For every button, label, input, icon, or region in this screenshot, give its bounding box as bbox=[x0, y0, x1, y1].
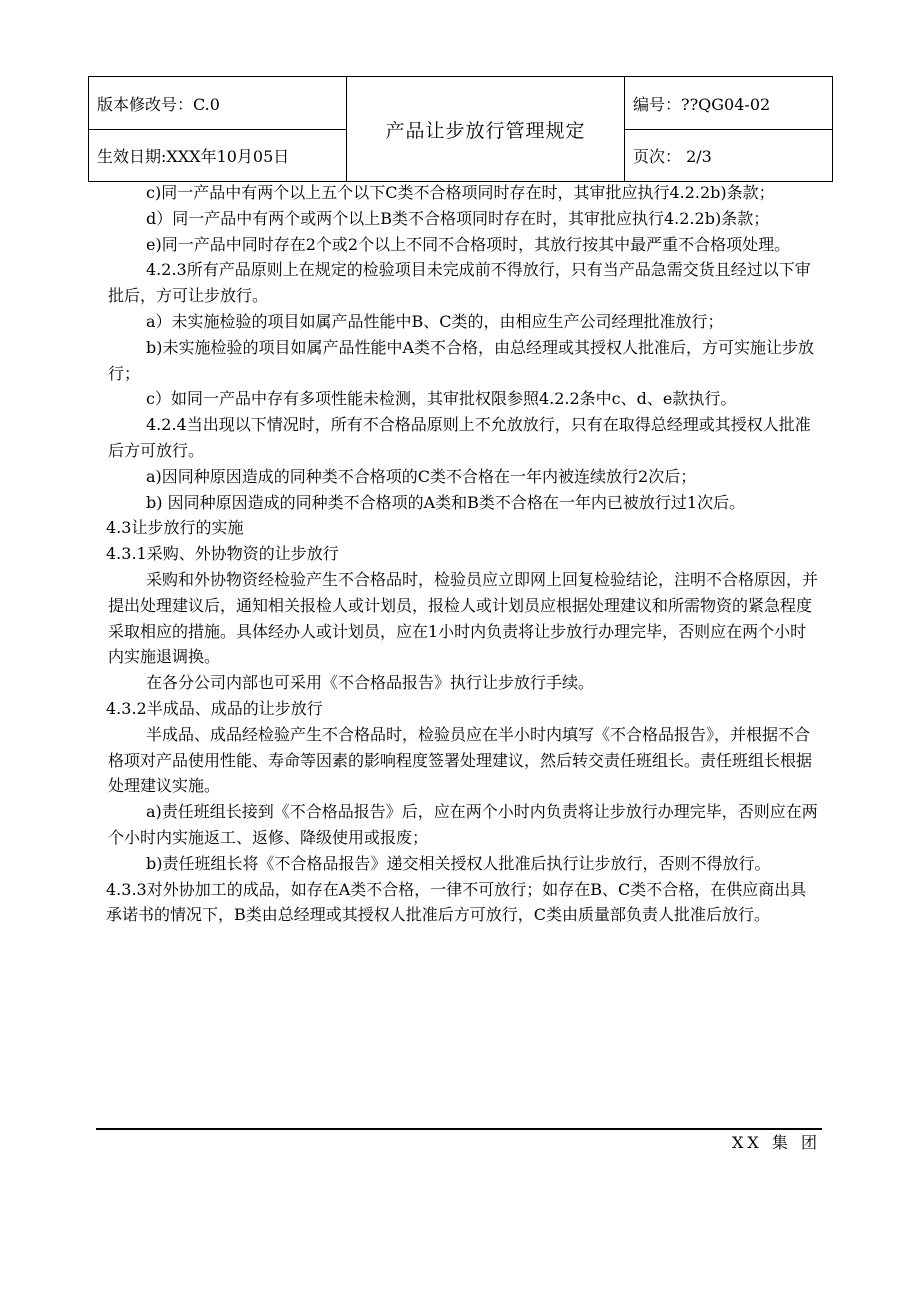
document-title: 产品让步放行管理规定 bbox=[347, 77, 625, 182]
subsection-heading: 4.3.2半成品、成品的让步放行 bbox=[106, 698, 323, 718]
page-number-cell: 页次： 2/3 bbox=[625, 130, 833, 182]
paragraph: 4.3.3对外协加工的成品，如存在A类不合格，一律不可放行；如存在B、C类不合格，在供应商出具承诺书的情况下，B类由总经理或其授权人批准后方可放行，C类由质量部负责人批准后放行。 bbox=[106, 879, 807, 925]
paragraph: b) 因同种原因造成的同种类不合格项的A类和B类不合格在一年内已被放行过1次后。 bbox=[146, 492, 746, 512]
footer-divider bbox=[96, 1128, 822, 1130]
paragraph: 采购和外协物资经检验产生不合格品时，检验员应立即网上回复检验结论，注明不合格原因，并提出处理建议后，通知相关报检人或计划员，报检人或计划员应根据处理建议和所需物资的紧急程度采取相应的措施。具体经办人或计划员，应在1小时内负责将让步放行办理完毕，否则应在两个小时内实施退调换。 bbox=[108, 569, 819, 667]
paragraph: a）未实施检验的项目如属产品性能中B、C类的，由相应生产公司经理批准放行； bbox=[146, 311, 724, 331]
paragraph: 4.2.4当出现以下情况时，所有不合格品原则上不允放放行，只有在取得总经理或其授权人批准后方可放行。 bbox=[108, 415, 811, 460]
paragraph: d）同一产品中有两个或两个以上B类不合格项同时存在时，其审批应执行4.2.2b)条款； bbox=[146, 208, 770, 228]
effective-date-cell: 生效日期:XXX年10月05日 bbox=[89, 130, 347, 182]
subsection-heading: 4.3.1采购、外协物资的让步放行 bbox=[106, 544, 339, 564]
document-header-table bbox=[88, 76, 833, 182]
paragraph: 半成品、成品经检验产生不合格品时，检验员应在半小时内填写《不合格品报告》，并根据不合格项对产品使用性能、寿命等因素的影响程度签署处理建议，然后转交责任班组长。责任班组长根据处理建议实施。 bbox=[108, 724, 813, 796]
document-body bbox=[108, 180, 818, 928]
paragraph: c)同一产品中有两个以上五个以下C类不合格项同时存在时，其审批应执行4.2.2b)条款； bbox=[146, 183, 775, 202]
paragraph: 在各分公司内部也可采用《不合格品报告》执行让步放行手续。 bbox=[146, 673, 595, 693]
document-number-cell: 编号：??QG04-02 bbox=[625, 77, 833, 130]
paragraph: 4.2.3所有产品原则上在规定的检验项目未完成前不得放行，只有当产品急需交货且经过以下审批后，方可让步放行。 bbox=[108, 260, 811, 306]
section-heading: 4.3让步放行的实施 bbox=[106, 518, 244, 538]
paragraph: b)未实施检验的项目如属产品性能中A类不合格，由总经理或其授权人批准后，方可实施让步放行； bbox=[108, 337, 815, 383]
version-cell: 版本修改号：C.0 bbox=[89, 77, 347, 130]
paragraph: b)责任班组长将《不合格品报告》递交相关授权人批准后执行让步放行，否则不得放行。 bbox=[146, 853, 771, 873]
paragraph: a)责任班组长接到《不合格品报告》后，应在两个小时内负责将让步放行办理完毕，否则应在两个小时内实施返工、返修、降级使用或报废； bbox=[108, 802, 818, 847]
paragraph: c）如同一产品中存有多项性能未检测，其审批权限参照4.2.2条中c、d、e款执行。 bbox=[146, 389, 737, 409]
paragraph: e)同一产品中同时存在2个或2个以上不同不合格项时，其放行按其中最严重不合格项处理。 bbox=[146, 234, 791, 254]
paragraph: a)因同种原因造成的同种类不合格项的C类不合格在一年内被连续放行2次后； bbox=[146, 466, 697, 486]
footer-organization: XX 集 团 bbox=[732, 1133, 821, 1152]
